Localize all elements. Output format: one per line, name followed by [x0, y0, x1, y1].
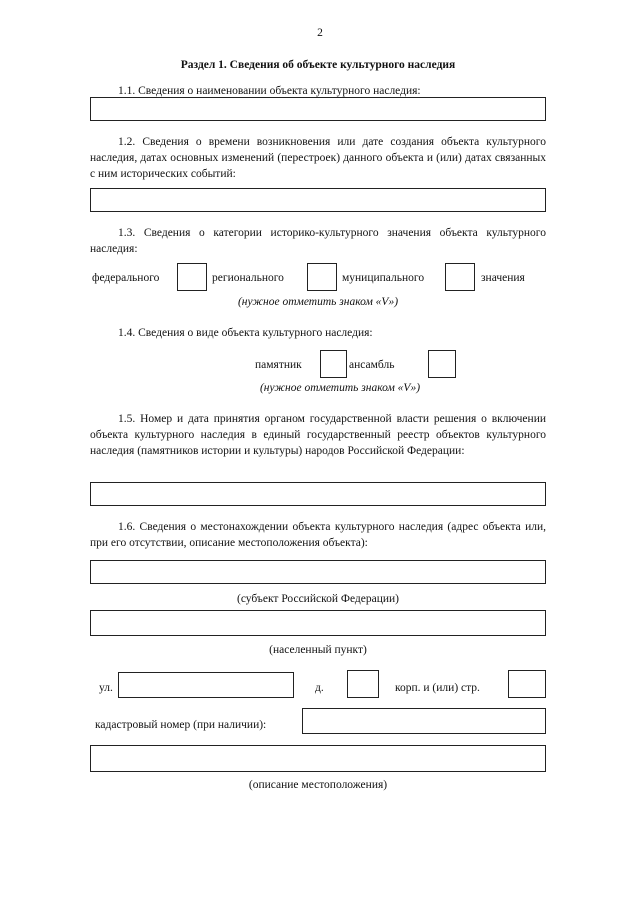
cadastral-label: кадастровый номер (при наличии):: [95, 719, 267, 731]
significance-suffix: значения: [481, 272, 525, 284]
section-1-6-label: 1.6. Сведения о местонахождении объекта культурного наследия (адрес объекта или, при его отсутствии, описание местоположения объекта):: [90, 521, 546, 549]
building-field[interactable]: [508, 670, 546, 698]
location-caption: (описание местоположения): [248, 779, 388, 791]
federal-label: федерального: [92, 272, 160, 284]
section-1-3-label: 1.3. Сведения о категории историко-культурного значения объекта культурного наследия:: [90, 227, 546, 255]
monument-label: памятник: [255, 359, 302, 371]
monument-checkbox[interactable]: [320, 350, 347, 378]
ensemble-checkbox[interactable]: [428, 350, 456, 378]
regional-label: регионального: [212, 272, 284, 284]
street-label: ул.: [99, 682, 113, 694]
municipal-checkbox[interactable]: [445, 263, 475, 291]
subject-field[interactable]: [90, 560, 546, 584]
building-label: корп. и (или) стр.: [395, 682, 480, 694]
section-1-1-label: 1.1. Сведения о наименовании объекта культурного наследия:: [118, 85, 421, 97]
section-1-4-label: 1.4. Сведения о виде объекта культурного наследия:: [118, 327, 373, 339]
municipal-label: муниципального: [342, 272, 425, 284]
regional-checkbox[interactable]: [307, 263, 337, 291]
house-field[interactable]: [347, 670, 379, 698]
federal-checkbox[interactable]: [177, 263, 207, 291]
registry-decision-field[interactable]: [90, 482, 546, 506]
section-1-5-label: 1.5. Номер и дата принятия органом государственной власти решения о включении объекта культурного наследия в единый государственный реестр объектов культурного наследия (памятников истории и культуры) народов Российской Федерации:: [90, 413, 546, 457]
mark-hint-2: (нужное отметить знаком «V»): [259, 382, 421, 394]
mark-hint-1: (нужное отметить знаком «V»): [237, 296, 399, 308]
location-description-field[interactable]: [90, 745, 546, 772]
name-field[interactable]: [90, 97, 546, 121]
dates-field[interactable]: [90, 188, 546, 212]
subject-caption: (субъект Российской Федерации): [236, 593, 400, 605]
locality-caption: (населенный пункт): [269, 644, 367, 656]
house-label: д.: [315, 682, 324, 694]
section-title: Раздел 1. Сведения об объекте культурного наследия: [180, 59, 456, 71]
cadastral-field[interactable]: [302, 708, 546, 734]
ensemble-label: ансамбль: [349, 359, 395, 371]
street-field[interactable]: [118, 672, 294, 698]
section-1-2-label: 1.2. Сведения о времени возникновения или дате создания объекта культурного наследия, датах основных изменений (перестроек) данного объекта и (или) датах связанных с ним исторических событий:: [90, 136, 546, 180]
locality-field[interactable]: [90, 610, 546, 636]
page-number: 2: [317, 27, 323, 39]
